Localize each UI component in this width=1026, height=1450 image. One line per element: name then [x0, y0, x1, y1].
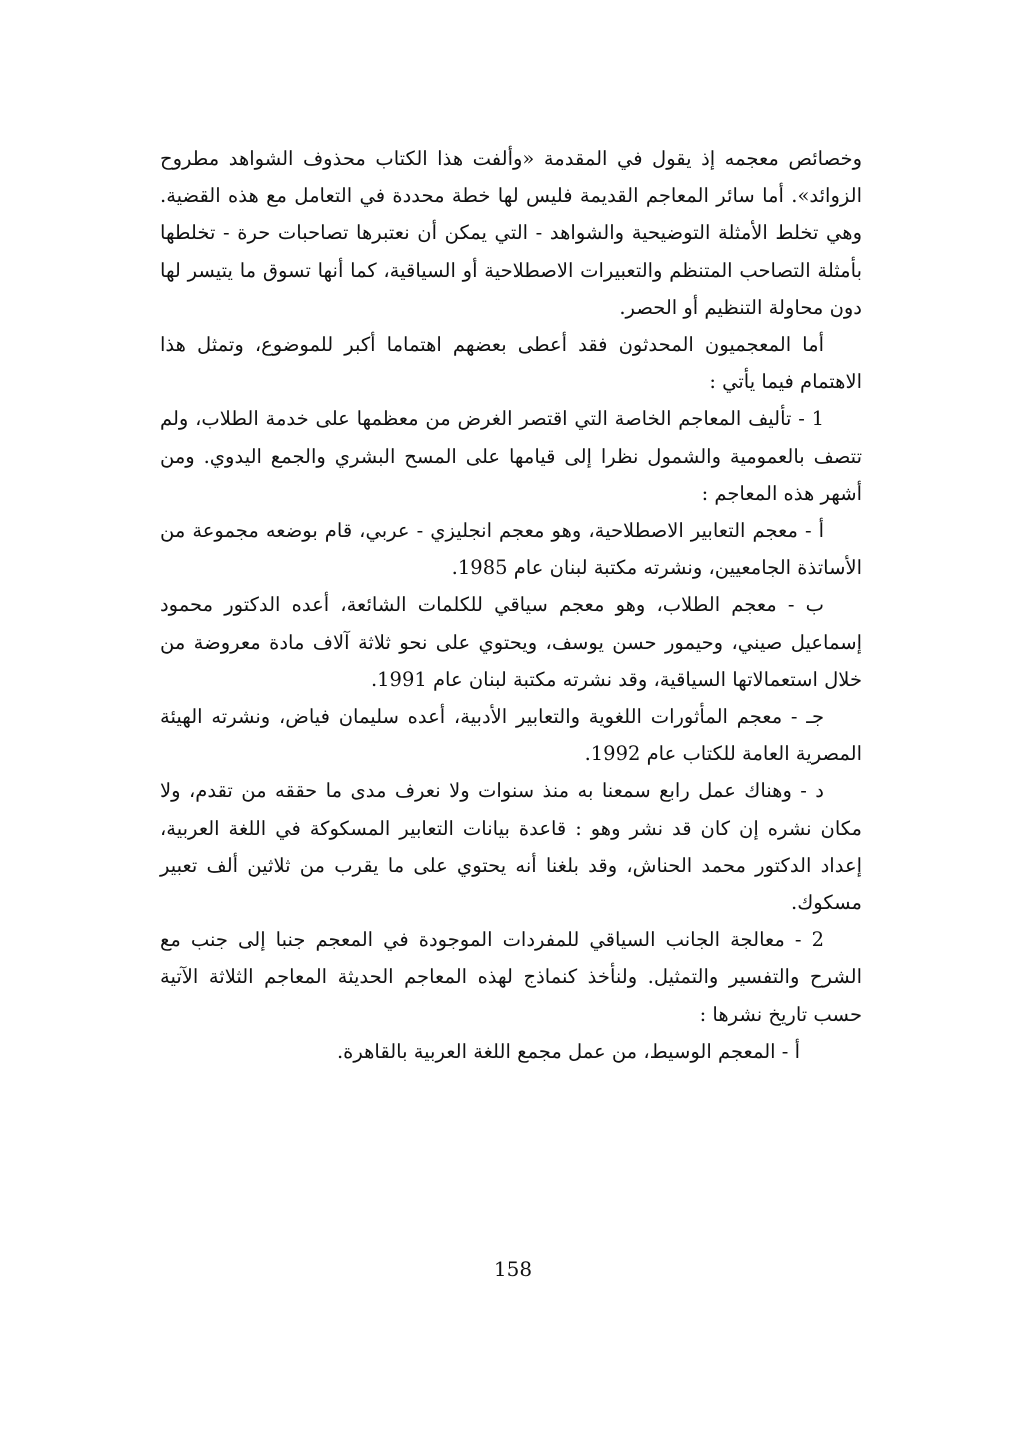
paragraph-modern-lexicographers: أما المعجميون المحدثون فقد أعطى بعضهم اهتماما أكبر للموضوع، وتمثل هذا الاهتمام فيما يأتي :: [160, 333, 862, 394]
list-item-wasit-dictionary: أ - المعجم الوسيط، من عمل مجمع اللغة العربية بالقاهرة.: [336, 1039, 800, 1063]
paragraph-special-dictionaries: 1 - تأليف المعاجم الخاصة التي اقتصر الغرض من معظمها على خدمة الطلاب، ولم تتصف بالعمومية والشمول نظرا إلى قيامها على المسح البشري والجمع اليدوي. ومن أشهر هذه المعاجم :: [160, 407, 862, 505]
body-text: [160, 140, 862, 1070]
paragraph-dictionary-features: وخصائص معجمه إذ يقول في المقدمة «وألفت هذا الكتاب محذوف الشواهد مطروح الزوائد». أما سائر المعاجم القديمة فليس لها خطة محددة في التعامل مع هذه القضية. وهي تخلط الأمثلة التوضيحية والشواهد - التي يمكن أن نعتبرها تصاحبات حرة - تخلطها بأمثلة التصاحب المتنظم والتعبيرات الاصطلاحية أو السياقية، كما أنها تسوق ما يتيسر لها دون محاولة التنظيم أو الحصر.: [160, 147, 862, 319]
page-number: 158: [493, 1257, 533, 1281]
list-item-fixed-expressions-database: د - وهناك عمل رابع سمعنا به منذ سنوات ولا نعرف مدى ما حققه من تقدم، ولا مكان نشره إن كان قد نشر وهو : قاعدة بيانات التعابير المسكوكة في اللغة العربية، إعداد الدكتور محمد الحناش، وقد بلغنا أنه يحتوي على ما يقرب من ثلاثين ألف تعبير مسكوك.: [160, 779, 862, 915]
list-item-idioms-dictionary: أ - معجم التعابير الاصطلاحية، وهو معجم انجليزي - عربي، قام بوضعه مجموعة من الأساتذة الجامعيين، ونشرته مكتبة لبنان عام 1985.: [160, 519, 862, 580]
list-item-proverbs-dictionary: جـ - معجم المأثورات اللغوية والتعابير الأدبية، أعده سليمان فياض، ونشرته الهيئة المصرية العامة للكتاب عام 1992.: [160, 705, 862, 766]
list-item-students-dictionary: ب - معجم الطلاب، وهو معجم سياقي للكلمات الشائعة، أعده الدكتور محمود إسماعيل صيني، وحيمور حسن يوسف، ويحتوي على نحو ثلاثة آلاف مادة معروضة من خلال استعمالاتها السياقية، وقد نشرته مكتبة لبنان عام 1991.: [160, 593, 862, 691]
paragraph-contextual-treatment: 2 - معالجة الجانب السياقي للمفردات الموجودة في المعجم جنبا إلى جنب مع الشرح والتفسير والتمثيل. ولنأخذ كنماذج لهذه المعاجم الحديثة المعاجم الثلاثة الآتية حسب تاريخ نشرها :: [160, 928, 862, 1026]
